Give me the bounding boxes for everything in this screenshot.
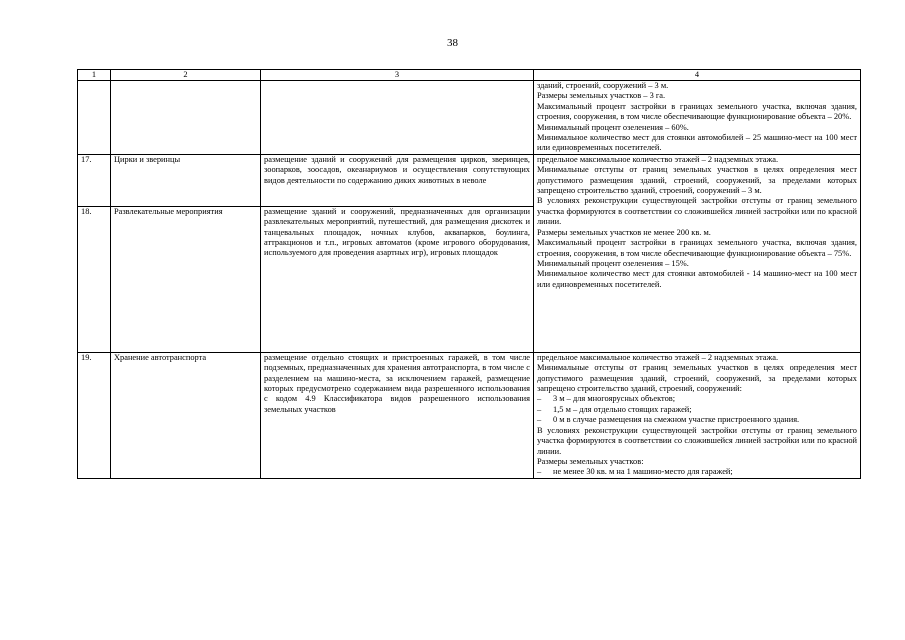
bullet-item — [537, 415, 857, 425]
param-text: Размеры земельных участков: — [537, 456, 644, 466]
table-row — [78, 81, 861, 155]
param-text: В условиях реконструкции существующей застройки отступы от границ земельного участка формируются в соответствии со сложившейся линией застройки или по красной линии. — [537, 196, 857, 227]
param-text: Максимальный процент застройки в границах земельного участка, включая здания, строения, сооружения, в том числе обеспечивающие функционирование объекта – 20%. — [537, 101, 857, 122]
row-number: 19. — [78, 352, 111, 478]
params-cell — [534, 352, 861, 478]
use-description: размещение зданий и сооружений, предназначенных для организации развлекательных мероприятий, путешествий, для размещения дискотек и танцевальных площадок, ночных клубов, аквапарков, боулинга, аттракционов и т.п., игровых автоматов (кроме игрового оборудования, используемого для проведения азартных игр), игровых площадок — [261, 206, 534, 352]
bullet-text: 1,5 м – для отдельно стоящих гаражей; — [553, 404, 692, 414]
use-name: Хранение автотранспорта — [111, 352, 261, 478]
header-cell: 2 — [111, 70, 261, 81]
param-text: зданий, строений, сооружений – 3 м. — [537, 81, 669, 90]
table-header-row — [78, 70, 861, 81]
desc-cell — [261, 81, 534, 155]
param-text: В условиях реконструкции существующей застройки отступы от границ земельного участка формируются в соответствии со сложившейся линией застройки или по красной линии. — [537, 425, 857, 456]
table-row — [78, 154, 861, 206]
param-text: Минимальный процент озеленения – 60%. — [537, 122, 689, 132]
row-number: 18. — [78, 206, 111, 352]
name-cell — [111, 81, 261, 155]
bullet-item — [537, 394, 857, 404]
use-description: размещение отдельно стоящих и пристроенных гаражей, в том числе подземных, предназначенных для хранения автотранспорта, в том числе с разделением на машино-места, за исключением гаражей, размещение которых предусмотрено содержанием вида разрешенного использования с кодом 4.9 Классификатора видов разрешенного использования земельных участков — [261, 352, 534, 478]
bullet-text: 0 м в случае размещения на смежном участке пристроенного здания. — [553, 415, 800, 425]
use-name: Развлекательные мероприятия — [111, 206, 261, 352]
num-cell — [78, 81, 111, 155]
table-row — [78, 352, 861, 478]
dash-marker: – — [537, 415, 542, 425]
header-cell: 3 — [261, 70, 534, 81]
dash-marker: – — [537, 404, 542, 414]
params-cell — [534, 81, 861, 155]
dash-marker: – — [537, 394, 542, 404]
header-cell: 1 — [78, 70, 111, 81]
param-text: Минимальное количество мест для стоянки автомобилей – 25 машино-мест на 100 мест или единовременных посетителей. — [537, 133, 857, 153]
param-text: Минимальные отступы от границ земельных участков в целях определения мест допустимого размещения зданий, строений, сооружений, за пределами которых запрещено строительство зданий, строений, сооружений – 3 м. — [537, 165, 857, 196]
zoning-table — [77, 69, 861, 479]
use-name: Цирки и зверинцы — [111, 154, 261, 206]
dash-marker: – — [537, 467, 542, 477]
params-cell — [534, 154, 861, 352]
param-text: Размеры земельных участков не менее 200 кв. м. — [537, 227, 711, 237]
param-text: Минимальный процент озеленения – 15%. — [537, 258, 689, 268]
page-number: 38 — [447, 37, 458, 49]
row-number: 17. — [78, 154, 111, 206]
bullet-text: 3 м – для многоярусных объектов; — [553, 394, 676, 404]
param-text: Минимальное количество мест для стоянки автомобилей - 14 машино-мест на 100 мест или единовременных посетителей. — [537, 269, 857, 289]
use-description: размещение зданий и сооружений для размещения цирков, зверинцев, зоопарков, зоосадов, океанариумов и осуществления сопутствующих видов деятельности по содержанию диких животных в неволе — [261, 154, 534, 206]
param-text: Максимальный процент застройки в границах земельного участка, включая здания, строения, сооружения, в том числе обеспечивающие функционирование объекта – 75%. — [537, 238, 857, 258]
bullet-item — [537, 467, 857, 477]
param-text: Размеры земельных участков – 3 га. — [537, 91, 666, 101]
param-text: предельное максимальное количество этажей – 2 надземных этажа. — [537, 352, 779, 362]
param-text: предельное максимальное количество этажей – 2 надземных этажа. — [537, 154, 779, 164]
header-cell: 4 — [534, 70, 861, 81]
bullet-item — [537, 405, 857, 415]
param-text: Минимальные отступы от границ земельных участков в целях определения мест допустимого размещения зданий, строений, сооружений, за пределами которых запрещено строительство зданий, строений, сооружений: — [537, 363, 857, 394]
bullet-text: не менее 30 кв. м на 1 машино-место для гаражей; — [553, 467, 733, 477]
